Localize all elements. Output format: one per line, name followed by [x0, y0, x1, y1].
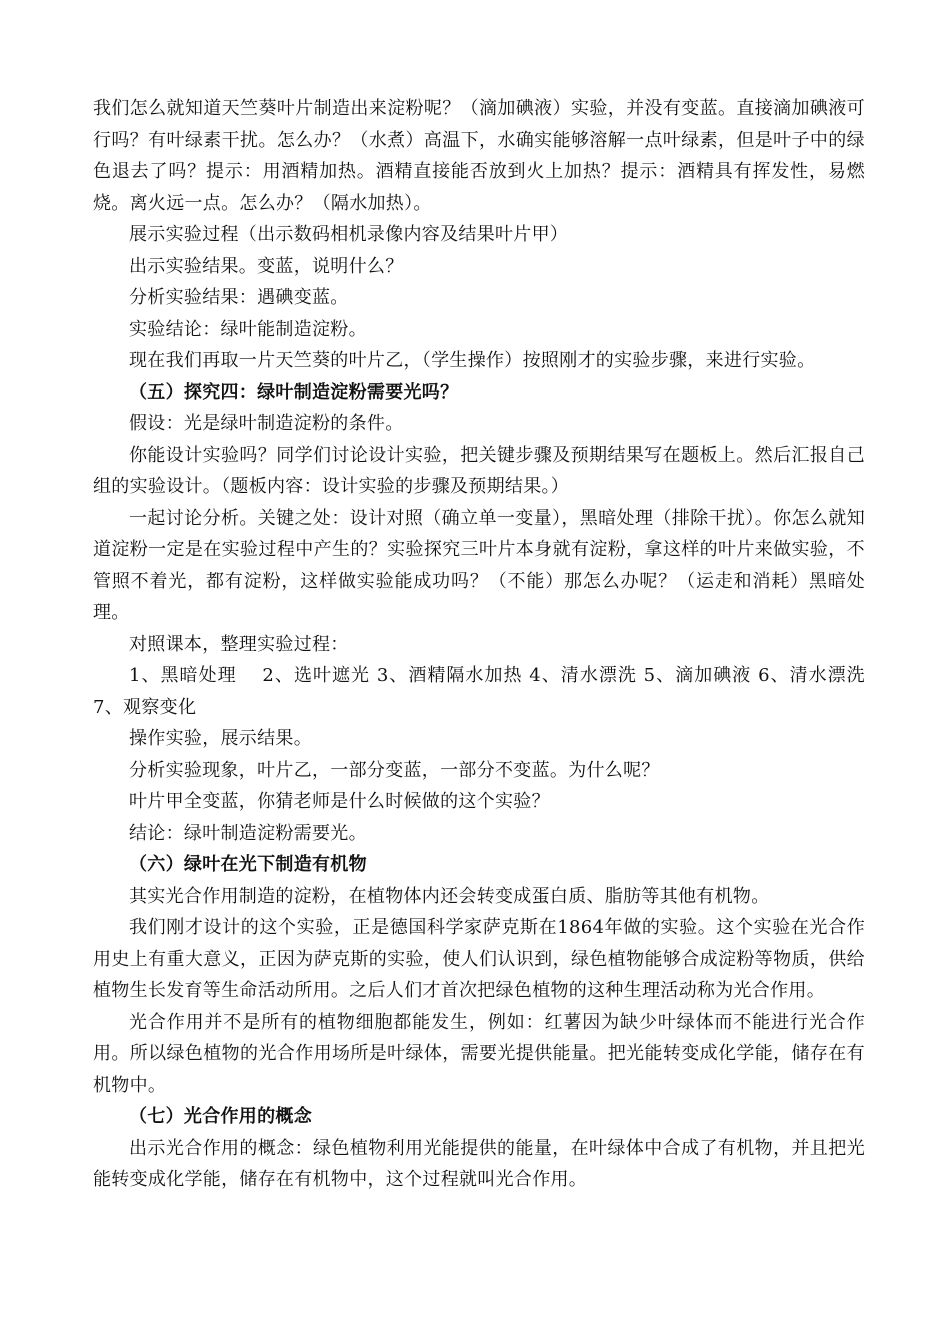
paragraph-conclusion: 实验结论：绿叶能制造淀粉。 [129, 318, 367, 340]
paragraph-show-result: 出示实验结果。变蓝，说明什么？ [129, 255, 404, 277]
paragraph-analysis: 分析实验结果：遇碘变蓝。 [129, 287, 349, 308]
paragraph-iodine-test: 我们怎么就知道天竺葵叶片制造出来淀粉呢？（滴加碘液）实验，并没有变蓝。直接滴加碘液可行吗？有叶绿素干扰。怎么办？（水煮）高温下，水确实能够溶解一点叶绿素，但是叶子中的绿色退去了吗？提示：用酒精加热。酒精直接能否放到火上加热？提示：酒精具有挥发性，易燃烧。离火远一点。怎么办？（隔水加热）。 [93, 98, 865, 214]
section-heading-6: （六）绿叶在光下制造有机物 [129, 854, 367, 875]
paragraph-chloroplast: 光合作用并不是所有的植物细胞都能发生，例如：红薯因为缺少叶绿体而不能进行光合作用。所以绿色植物的光合作用场所是叶绿体，需要光提供能量。把光能转变成化学能，储存在有机物中。 [93, 1011, 865, 1096]
paragraph-show-process: 展示实验过程（出示数码相机录像内容及结果叶片甲） [129, 224, 569, 245]
paragraph-sachs: 我们刚才设计的这个实验，正是德国科学家萨克斯在1864年做的实验。这个实验在光合作用史上有重大意义，正因为萨克斯的实验，使人们认识到，绿色植物能够合成淀粉等物质，供给植物生长发育等生命活动所用。之后人们才首次把绿色植物的这种生理活动称为光合作用。 [93, 917, 865, 1001]
paragraph-light-conclusion: 结论：绿叶制造淀粉需要光。 [129, 822, 367, 844]
section-heading-7: （七）光合作用的概念 [129, 1106, 312, 1127]
paragraph-leaf-a: 叶片甲全变蓝，你猜老师是什么时候做的这个实验？ [129, 791, 550, 812]
document-page [93, 93, 865, 1196]
paragraph-discussion: 一起讨论分析。关键之处：设计对照（确立单一变量），黑暗处理（排除干扰）。你怎么就知道淀粉一定是在实验过程中产生的？实验探究三叶片本身就有淀粉，拿这样的叶片来做实验，不管照不着光，都有淀粉，这样做实验能成功吗？（不能）那怎么办呢？（运走和消耗）黑暗处理。 [93, 507, 865, 623]
paragraph-phenomenon: 分析实验现象，叶片乙，一部分变蓝，一部分不变蓝。为什么呢？ [129, 759, 660, 781]
paragraph-design-experiment: 你能设计实验吗？同学们讨论设计实验，把关键步骤及预期结果写在题板上。然后汇报自己组的实验设计。（题板内容：设计实验的步骤及预期结果。） [93, 444, 865, 497]
paragraph-hypothesis: 假设：光是绿叶制造淀粉的条件。 [129, 413, 404, 434]
paragraph-textbook: 对照课本，整理实验过程： [129, 633, 349, 655]
section-heading-5: （五）探究四：绿叶制造淀粉需要光吗？ [129, 381, 459, 403]
paragraph-leaf-b: 现在我们再取一片天竺葵的叶片乙，（学生操作）按照刚才的实验步骤，来进行实验。 [129, 350, 816, 371]
paragraph-organic-matter: 其实光合作用制造的淀粉，在植物体内还会转变成蛋白质、脂肪等其他有机物。 [129, 885, 770, 907]
paragraph-steps: 1、黑暗处理 2、选叶遮光 3、酒精隔水加热 4、清水漂洗 5、滴加碘液 6、清水漂洗 7、观察变化 [93, 665, 865, 718]
paragraph-definition: 出示光合作用的概念：绿色植物利用光能提供的能量，在叶绿体中合成了有机物，并且把光能转变成化学能，储存在有机物中，这个过程就叫光合作用。 [93, 1137, 865, 1190]
paragraph-operate: 操作实验，展示结果。 [129, 728, 312, 749]
